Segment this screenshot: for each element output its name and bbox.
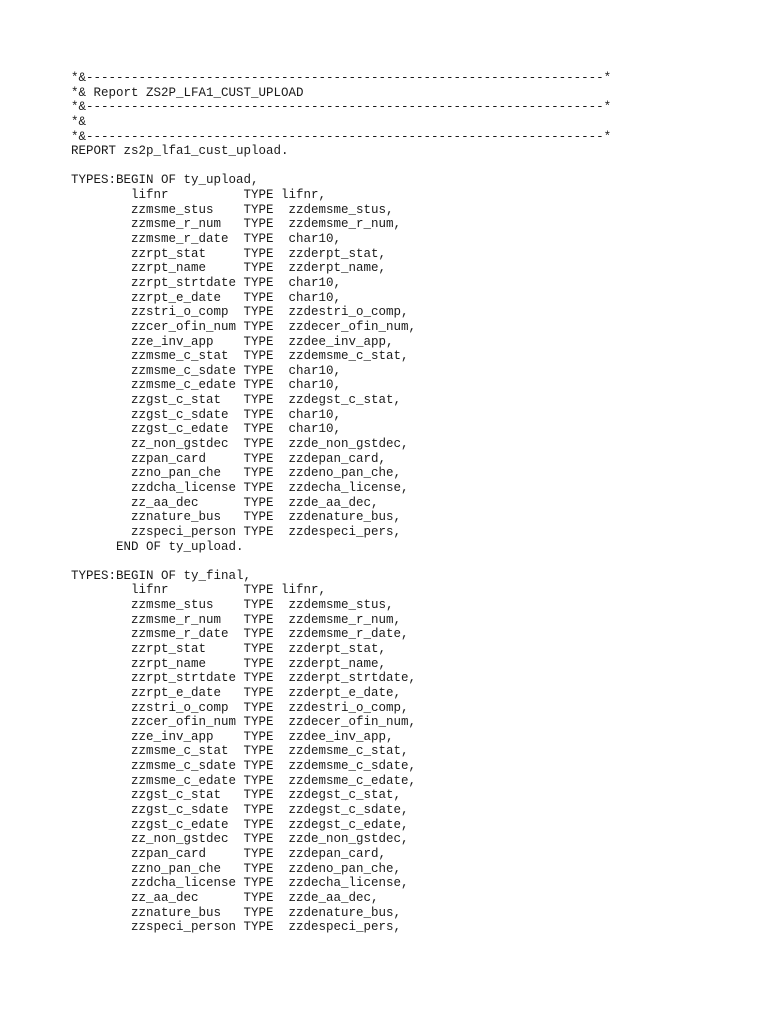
final-field-line: zzrpt_name TYPE zzderpt_name, bbox=[71, 656, 387, 671]
upload-field-line: zzgst_c_stat TYPE zzdegst_c_stat, bbox=[71, 393, 402, 408]
upload-field-line: zzpan_card TYPE zzdepan_card, bbox=[71, 451, 387, 466]
upload-field-line: zznature_bus TYPE zzdenature_bus, bbox=[71, 510, 402, 525]
upload-field-line: zzmsme_c_edate TYPE char10, bbox=[71, 378, 342, 393]
upload-field-line: zzstri_o_comp TYPE zzdestri_o_comp, bbox=[71, 305, 409, 320]
final-field-line: zz_aa_dec TYPE zzde_aa_dec, bbox=[71, 890, 379, 905]
final-field-line: zzmsme_r_date TYPE zzdemsme_r_date, bbox=[71, 627, 409, 642]
final-field-line: zznature_bus TYPE zzdenature_bus, bbox=[71, 905, 402, 920]
comment-line: *& bbox=[71, 114, 87, 129]
upload-field-line: zzno_pan_che TYPE zzdeno_pan_che, bbox=[71, 466, 402, 481]
upload-field-line: zzspeci_person TYPE zzdespeci_pers, bbox=[71, 524, 402, 539]
final-field-line: zzmsme_c_sdate TYPE zzdemsme_c_sdate, bbox=[71, 759, 417, 774]
final-field-line: zzgst_c_edate TYPE zzdegst_c_edate, bbox=[71, 817, 409, 832]
final-field-line: zzdcha_license TYPE zzdecha_license, bbox=[71, 876, 409, 891]
final-field-line: zzrpt_strtdate TYPE zzderpt_strtdate, bbox=[71, 671, 417, 686]
final-field-line: zzpan_card TYPE zzdepan_card, bbox=[71, 846, 387, 861]
report-statement: REPORT zs2p_lfa1_cust_upload. bbox=[71, 144, 289, 159]
upload-field-line: zzmsme_r_num TYPE zzdemsme_r_num, bbox=[71, 217, 402, 232]
types-begin-upload: TYPES:BEGIN OF ty_upload, bbox=[71, 173, 259, 188]
final-field-line: zzmsme_c_stat TYPE zzdemsme_c_stat, bbox=[71, 744, 409, 759]
upload-field-line: zzcer_ofin_num TYPE zzdecer_ofin_num, bbox=[71, 319, 417, 334]
final-field-line: zzrpt_e_date TYPE zzderpt_e_date, bbox=[71, 685, 402, 700]
upload-field-line: zzmsme_c_stat TYPE zzdemsme_c_stat, bbox=[71, 349, 409, 364]
upload-field-line: zz_non_gstdec TYPE zzde_non_gstdec, bbox=[71, 437, 409, 452]
blank-line bbox=[71, 554, 751, 569]
final-field-line: zzmsme_stus TYPE zzdemsme_stus, bbox=[71, 598, 394, 613]
final-field-line: zzcer_ofin_num TYPE zzdecer_ofin_num, bbox=[71, 715, 417, 730]
comment-divider-line: *&---------------------------------------------------------------------* bbox=[71, 129, 612, 144]
upload-field-line: lifnr TYPE lifnr, bbox=[71, 188, 327, 203]
final-field-line: zzgst_c_stat TYPE zzdegst_c_stat, bbox=[71, 788, 402, 803]
upload-field-line: zzrpt_stat TYPE zzderpt_stat, bbox=[71, 246, 387, 261]
upload-field-line: zzmsme_stus TYPE zzdemsme_stus, bbox=[71, 202, 394, 217]
code-listing bbox=[71, 71, 751, 935]
comment-divider-line: *&---------------------------------------------------------------------* bbox=[71, 71, 612, 85]
upload-field-line: zzrpt_strtdate TYPE char10, bbox=[71, 275, 342, 290]
upload-field-line: zzgst_c_edate TYPE char10, bbox=[71, 422, 342, 437]
final-field-line: zzrpt_stat TYPE zzderpt_stat, bbox=[71, 641, 387, 656]
final-field-line: zz_non_gstdec TYPE zzde_non_gstdec, bbox=[71, 832, 409, 847]
comment-divider-line: *&---------------------------------------------------------------------* bbox=[71, 100, 612, 115]
upload-field-line: zz_aa_dec TYPE zzde_aa_dec, bbox=[71, 495, 379, 510]
upload-field-line: zzmsme_r_date TYPE char10, bbox=[71, 232, 342, 247]
final-field-line: zzno_pan_che TYPE zzdeno_pan_che, bbox=[71, 861, 402, 876]
blank-line bbox=[71, 159, 751, 174]
types-end-upload: END OF ty_upload. bbox=[71, 539, 244, 554]
upload-field-line: zzrpt_e_date TYPE char10, bbox=[71, 290, 342, 305]
final-field-line: zzmsme_r_num TYPE zzdemsme_r_num, bbox=[71, 612, 402, 627]
report-title-comment: *& Report ZS2P_LFA1_CUST_UPLOAD bbox=[71, 85, 304, 100]
upload-field-line: zzrpt_name TYPE zzderpt_name, bbox=[71, 261, 387, 276]
final-field-line: lifnr TYPE lifnr, bbox=[71, 583, 327, 598]
upload-field-line: zzdcha_license TYPE zzdecha_license, bbox=[71, 480, 409, 495]
types-begin-final: TYPES:BEGIN OF ty_final, bbox=[71, 568, 252, 583]
final-field-line: zzspeci_person TYPE zzdespeci_pers, bbox=[71, 920, 402, 935]
upload-field-line: zzgst_c_sdate TYPE char10, bbox=[71, 407, 342, 422]
final-field-line: zze_inv_app TYPE zzdee_inv_app, bbox=[71, 729, 394, 744]
upload-field-line: zzmsme_c_sdate TYPE char10, bbox=[71, 363, 342, 378]
final-field-line: zzmsme_c_edate TYPE zzdemsme_c_edate, bbox=[71, 773, 417, 788]
final-field-line: zzstri_o_comp TYPE zzdestri_o_comp, bbox=[71, 700, 409, 715]
upload-field-line: zze_inv_app TYPE zzdee_inv_app, bbox=[71, 334, 394, 349]
final-field-line: zzgst_c_sdate TYPE zzdegst_c_sdate, bbox=[71, 803, 409, 818]
